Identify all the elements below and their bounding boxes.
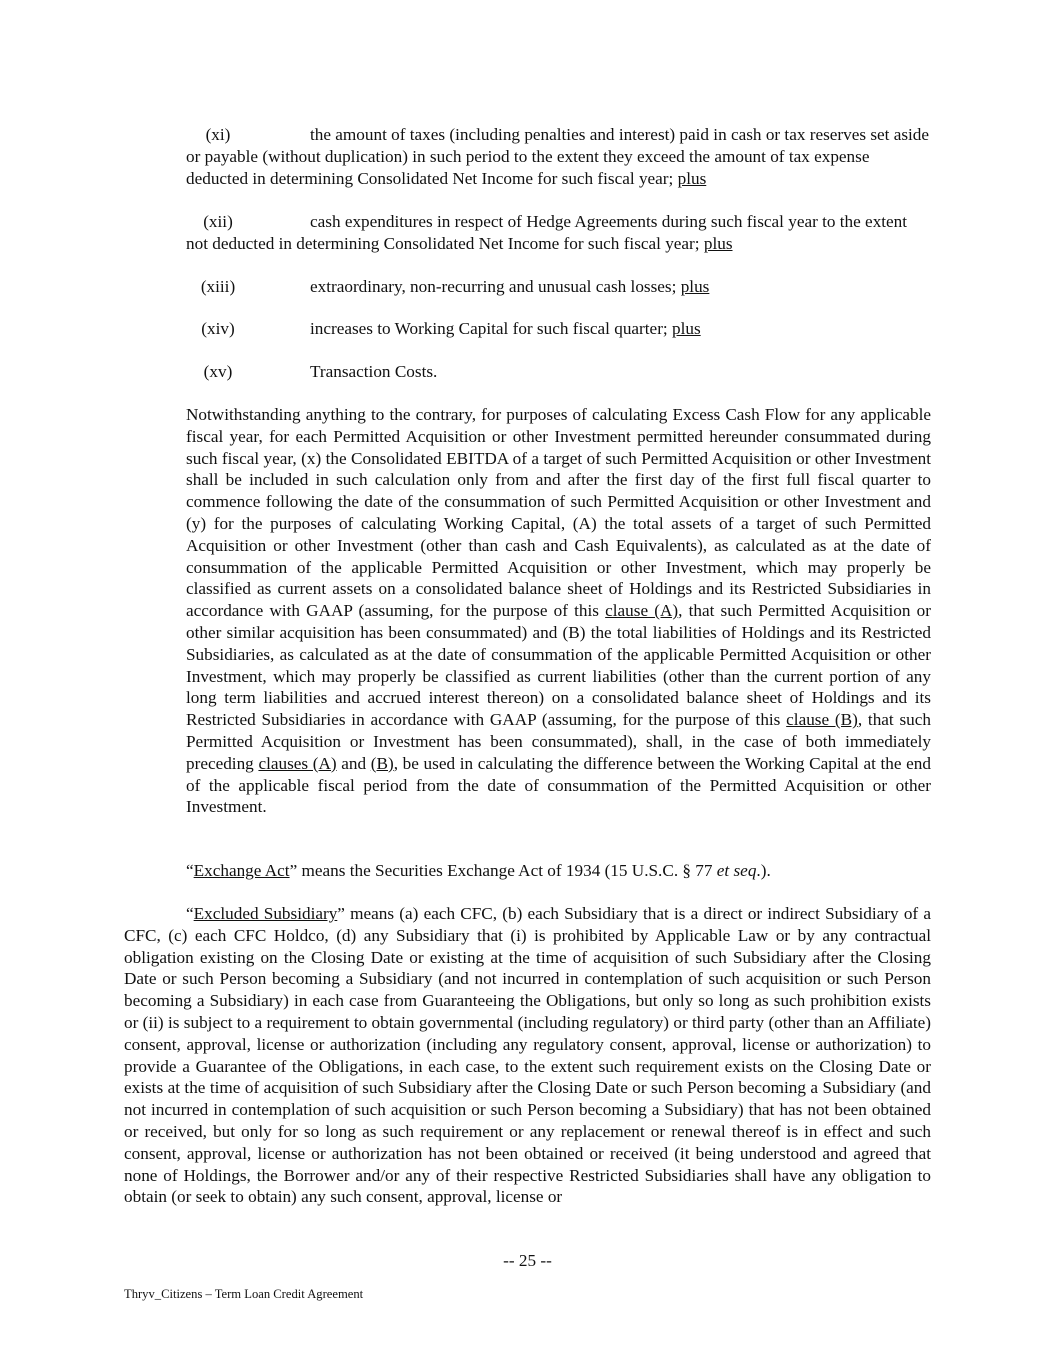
quote-mark: “ xyxy=(186,861,194,880)
clause-connector: plus xyxy=(677,168,707,188)
clause-reference: clauses (A) xyxy=(258,753,337,773)
clause-connector: plus xyxy=(680,277,710,296)
excluded-subsidiary-definition xyxy=(124,903,931,1208)
clause-number: (xi) xyxy=(205,125,231,144)
document-footer: Thryv_Citizens – Term Loan Credit Agreement xyxy=(124,1287,364,1301)
clause-text: extraordinary, non-recurring and unusual cash losses; xyxy=(310,277,681,296)
paragraph-text: , that such Permitted Acquisition or Investment has been consummated), shall, in the case of both immediately preceding xyxy=(186,710,931,773)
paragraph-text: , that such Permitted Acquisition or other similar acquisition has been consummated) and (B) the total liabilities of Holdings and its Restricted Subsidiaries, as calculated as at the date of consummation of the applicable Permitted Acquisition or other Investment, which may properly be classified as current liabilities (other than the current portion of any long term liabilities and accrued interest thereon) on a consolidated balance sheet of Holdings and its Restricted Subsidiaries in accordance with GAAP (assuming, for the purpose of this xyxy=(186,601,931,730)
clause-reference: (B) xyxy=(370,753,394,773)
clause-xiii xyxy=(186,276,709,298)
clause-text: the amount of taxes (including penalties and interest) paid in cash or tax reserves set aside or payable (without duplication) in such period to the extent they exceed the amount of tax expense deducted in determining Consolidated Net Income for such fiscal year; xyxy=(186,125,930,188)
clause-number: (xiv) xyxy=(201,319,235,338)
definition-text: ” means the Securities Exchange Act of 1934 (15 U.S.C. § 77 xyxy=(289,861,717,880)
definition-text: ” means (a) each CFC, (b) each Subsidiary that is a direct or indirect Subsidiary of a CFC, (c) each CFC Holdco, (d) any Subsidiary that (i) is prohibited by Applicable Law or by any contractual obligation existing on the Closing Date or existing at the time of acquisition of such Subsidiary after the Closing Date or such Person becoming a Subsidiary (and not incurred in contemplation of such acquisition or such Person becoming a Subsidiary) in each case from Guaranteeing the Obligations, but only so long as such prohibition exists or (ii) is subject to a requirement to obtain governmental (including regulatory) or third party (other than an Affiliate) consent, approval, license or authorization (including any regulatory consent, approval, license or authorization) to provide a Guarantee of the Obligations, in each case, to the extent such requirement exists on the Closing Date or exists at the time of acquisition of such Subsidiary after the Closing Date or such Person becoming a Subsidiary (and not incurred in contemplation of such acquisition or such Person becoming a Subsidiary) that has not been obtained or received, but only for so long as such requirement or any replacement or renewal thereof is in effect and such consent, approval, license or authorization has not been obtained or received (it being understood and agreed that none of Holdings, the Borrower and/or any of their respective Restricted Subsidiaries shall have any obligation to obtain (or seek to obtain) any such consent, approval, license or xyxy=(124,904,931,1207)
paragraph-text: and xyxy=(336,753,371,773)
defined-term: Exchange Act xyxy=(193,861,290,880)
notwithstanding-paragraph xyxy=(186,404,931,818)
clause-xii xyxy=(186,211,931,255)
exchange-act-definition xyxy=(186,860,771,882)
definition-italic: et seq xyxy=(716,861,757,880)
clause-reference: clause (A) xyxy=(605,601,679,621)
clause-text: increases to Working Capital for such fiscal quarter; xyxy=(310,319,672,338)
clause-xi xyxy=(186,124,931,189)
clause-text: cash expenditures in respect of Hedge Agreements during such fiscal year to the extent not deducted in determining Consolidated Net Income for such fiscal year; xyxy=(186,212,908,253)
clause-text: Transaction Costs. xyxy=(310,362,438,381)
clause-xiv xyxy=(186,318,701,340)
clause-number: (xv) xyxy=(203,362,233,381)
clause-number: (xiii) xyxy=(200,277,236,296)
page-number: -- 25 -- xyxy=(503,1251,552,1270)
definition-text: .). xyxy=(756,861,771,880)
clause-number: (xii) xyxy=(203,212,233,231)
clause-xv xyxy=(186,361,437,383)
paragraph-text: Notwithstanding anything to the contrary, for purposes of calculating Excess Cash Flow for any applicable fiscal year, for each Permitted Acquisition or other Investment permitted hereunder consummated during such fiscal year, (x) the Consolidated EBITDA of a target of such Permitted Acquisition or other Investment shall be included in such calculation only from and after the first day of the first full fiscal quarter to commence following the date of the consummation of such Permitted Acquisition or other Investment and (y) for the purposes of calculating Working Capital, (A) the total assets of a target of such Permitted Acquisition or other Investment (other than cash and Cash Equivalents), as calculated as at the date of consummation of the applicable Permitted Acquisition or other Investment, which may properly be classified as current assets on a consolidated balance sheet of Holdings and its Restricted Subsidiaries in accordance with GAAP (assuming, for the purpose of this xyxy=(186,405,931,621)
paragraph-text: , be used in calculating the difference between the Working Capital at the end of the applicable fiscal period from the date of consummation of the Permitted Acquisition or other Investment. xyxy=(186,753,931,817)
clause-reference: clause (B) xyxy=(786,710,858,730)
clause-connector: plus xyxy=(703,233,733,253)
clause-connector: plus xyxy=(672,319,701,338)
defined-term: Excluded Subsidiary xyxy=(193,904,338,923)
quote-mark: “ xyxy=(186,904,194,923)
